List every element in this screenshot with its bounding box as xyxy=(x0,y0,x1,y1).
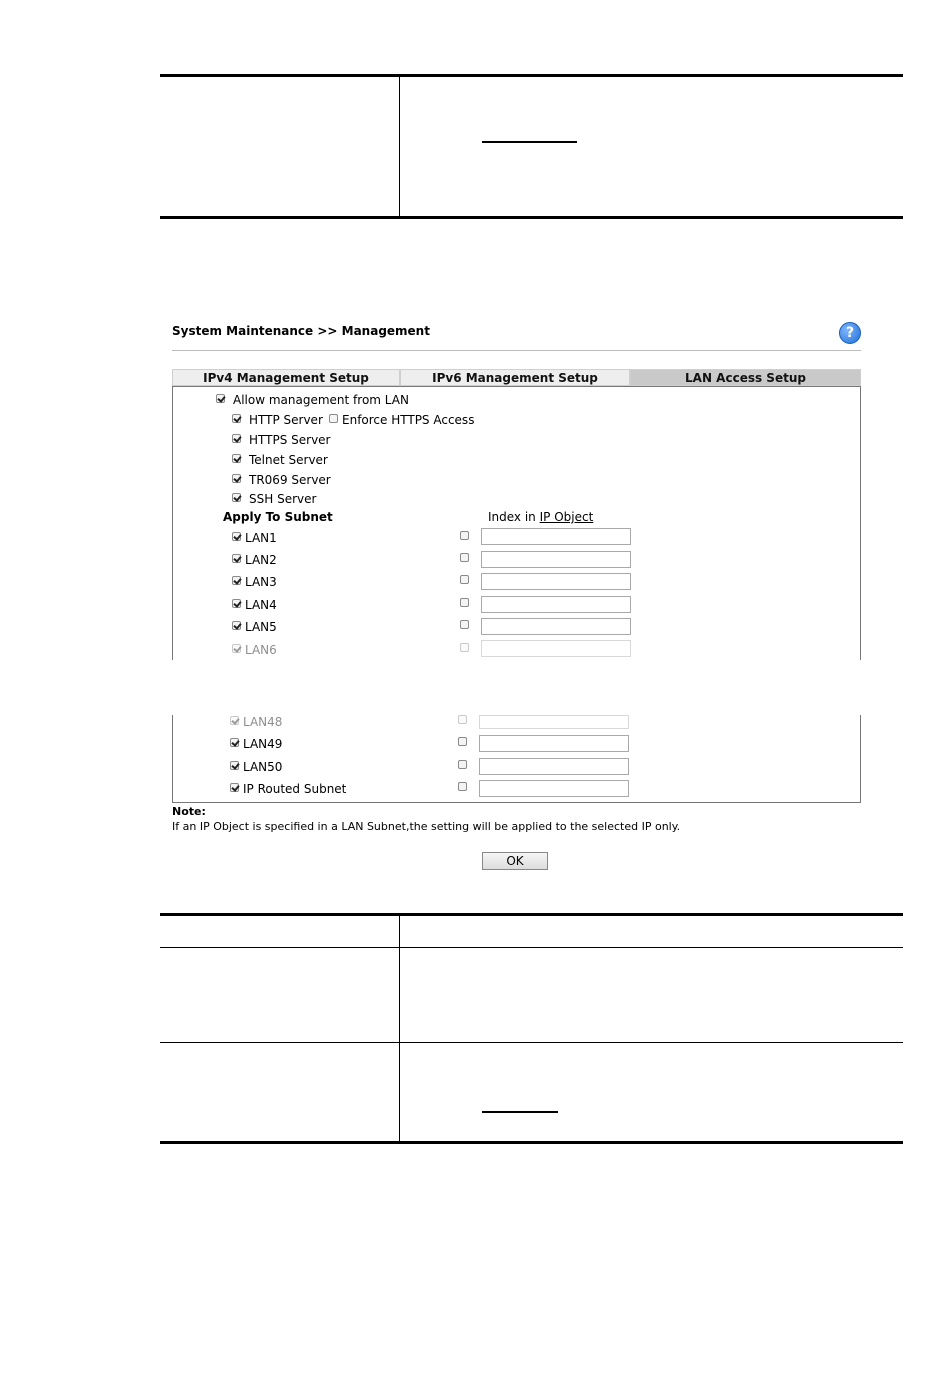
https-server-checkbox[interactable] xyxy=(232,434,241,443)
lan4-ip-object-checkbox[interactable] xyxy=(460,598,469,607)
lan4-ip-object-input[interactable] xyxy=(481,596,631,613)
ssh-server-label: SSH Server xyxy=(249,492,317,506)
lan6-ip-object-checkbox[interactable] xyxy=(460,643,469,652)
lan50-checkbox[interactable] xyxy=(230,761,239,770)
lan6-label: LAN6 xyxy=(245,643,277,657)
doc-table2-header-rule xyxy=(160,947,903,948)
ip-routed-subnet-ip-object-input[interactable] xyxy=(479,780,629,797)
allow-management-checkbox[interactable] xyxy=(216,394,225,403)
ip-object-link[interactable]: IP Object xyxy=(539,510,594,524)
tab-lan-access-setup[interactable]: LAN Access Setup xyxy=(630,369,861,386)
lan48-ip-object-input[interactable] xyxy=(479,715,629,729)
lan1-label: LAN1 xyxy=(245,531,277,545)
doc-table-bottom-border xyxy=(160,216,903,219)
lan3-checkbox[interactable] xyxy=(232,576,241,585)
enforce-https-label: Enforce HTTPS Access xyxy=(342,413,475,427)
lan49-ip-object-checkbox[interactable] xyxy=(458,737,467,746)
doc-table-divider xyxy=(399,76,400,217)
doc-table2-top-border xyxy=(160,913,903,916)
allow-management-label: Allow management from LAN xyxy=(233,393,409,407)
ssh-server-checkbox[interactable] xyxy=(232,493,241,502)
lan5-checkbox[interactable] xyxy=(232,621,241,630)
http-server-checkbox[interactable] xyxy=(232,414,241,423)
lan48-label: LAN48 xyxy=(243,715,283,729)
lan4-label: LAN4 xyxy=(245,598,277,612)
lan5-ip-object-input[interactable] xyxy=(481,618,631,635)
lan6-ip-object-input[interactable] xyxy=(481,640,631,657)
doc-table2-divider xyxy=(399,915,400,1142)
lan3-ip-object-checkbox[interactable] xyxy=(460,575,469,584)
lan2-checkbox[interactable] xyxy=(232,554,241,563)
lan48-checkbox[interactable] xyxy=(230,716,239,725)
lan6-checkbox[interactable] xyxy=(232,644,241,653)
index-heading-text: Index in xyxy=(488,510,540,524)
telnet-server-checkbox[interactable] xyxy=(232,454,241,463)
note-text: If an IP Object is specified in a LAN Subnet,the setting will be applied to the selected IP only. xyxy=(172,820,681,833)
note-title: Note: xyxy=(172,805,206,818)
tab-ipv6-management-setup[interactable]: IPv6 Management Setup xyxy=(400,369,630,386)
lan50-label: LAN50 xyxy=(243,760,283,774)
lan2-ip-object-input[interactable] xyxy=(481,551,631,568)
lan2-ip-object-checkbox[interactable] xyxy=(460,553,469,562)
lan3-label: LAN3 xyxy=(245,575,277,589)
lan1-checkbox[interactable] xyxy=(232,532,241,541)
page-breadcrumb: System Maintenance >> Management xyxy=(172,324,430,338)
doc-table2-bottom-border xyxy=(160,1141,903,1144)
tr069-server-checkbox[interactable] xyxy=(232,474,241,483)
https-server-label: HTTPS Server xyxy=(249,433,331,447)
telnet-server-label: Telnet Server xyxy=(249,453,328,467)
lan5-label: LAN5 xyxy=(245,620,277,634)
lan4-checkbox[interactable] xyxy=(232,599,241,608)
lan1-ip-object-input[interactable] xyxy=(481,528,631,545)
lan49-label: LAN49 xyxy=(243,737,283,751)
ip-routed-subnet-label: IP Routed Subnet xyxy=(243,782,347,796)
enforce-https-checkbox[interactable] xyxy=(329,414,338,423)
doc-table-top-border xyxy=(160,74,903,77)
help-icon[interactable]: ? xyxy=(839,322,861,344)
lan3-ip-object-input[interactable] xyxy=(481,573,631,590)
ok-button[interactable]: OK xyxy=(482,852,548,870)
lan50-ip-object-checkbox[interactable] xyxy=(458,760,467,769)
doc-table2-row-rule xyxy=(160,1042,903,1043)
lan48-ip-object-checkbox[interactable] xyxy=(458,715,467,724)
lan49-checkbox[interactable] xyxy=(230,738,239,747)
lan2-label: LAN2 xyxy=(245,553,277,567)
doc-table-underline xyxy=(482,141,577,143)
http-server-label: HTTP Server xyxy=(249,413,323,427)
lan49-ip-object-input[interactable] xyxy=(479,735,629,752)
doc-table2-underline xyxy=(482,1111,558,1113)
index-in-ip-object-heading xyxy=(488,510,593,524)
ip-routed-subnet-ip-object-checkbox[interactable] xyxy=(458,782,467,791)
apply-to-subnet-heading: Apply To Subnet xyxy=(223,510,333,524)
lan50-ip-object-input[interactable] xyxy=(479,758,629,775)
screenshot-cut-gap xyxy=(165,660,870,715)
lan5-ip-object-checkbox[interactable] xyxy=(460,620,469,629)
ip-routed-subnet-checkbox[interactable] xyxy=(230,783,239,792)
tr069-server-label: TR069 Server xyxy=(249,473,331,487)
lan1-ip-object-checkbox[interactable] xyxy=(460,531,469,540)
tab-ipv4-management-setup[interactable]: IPv4 Management Setup xyxy=(172,369,400,386)
title-separator xyxy=(172,350,861,351)
